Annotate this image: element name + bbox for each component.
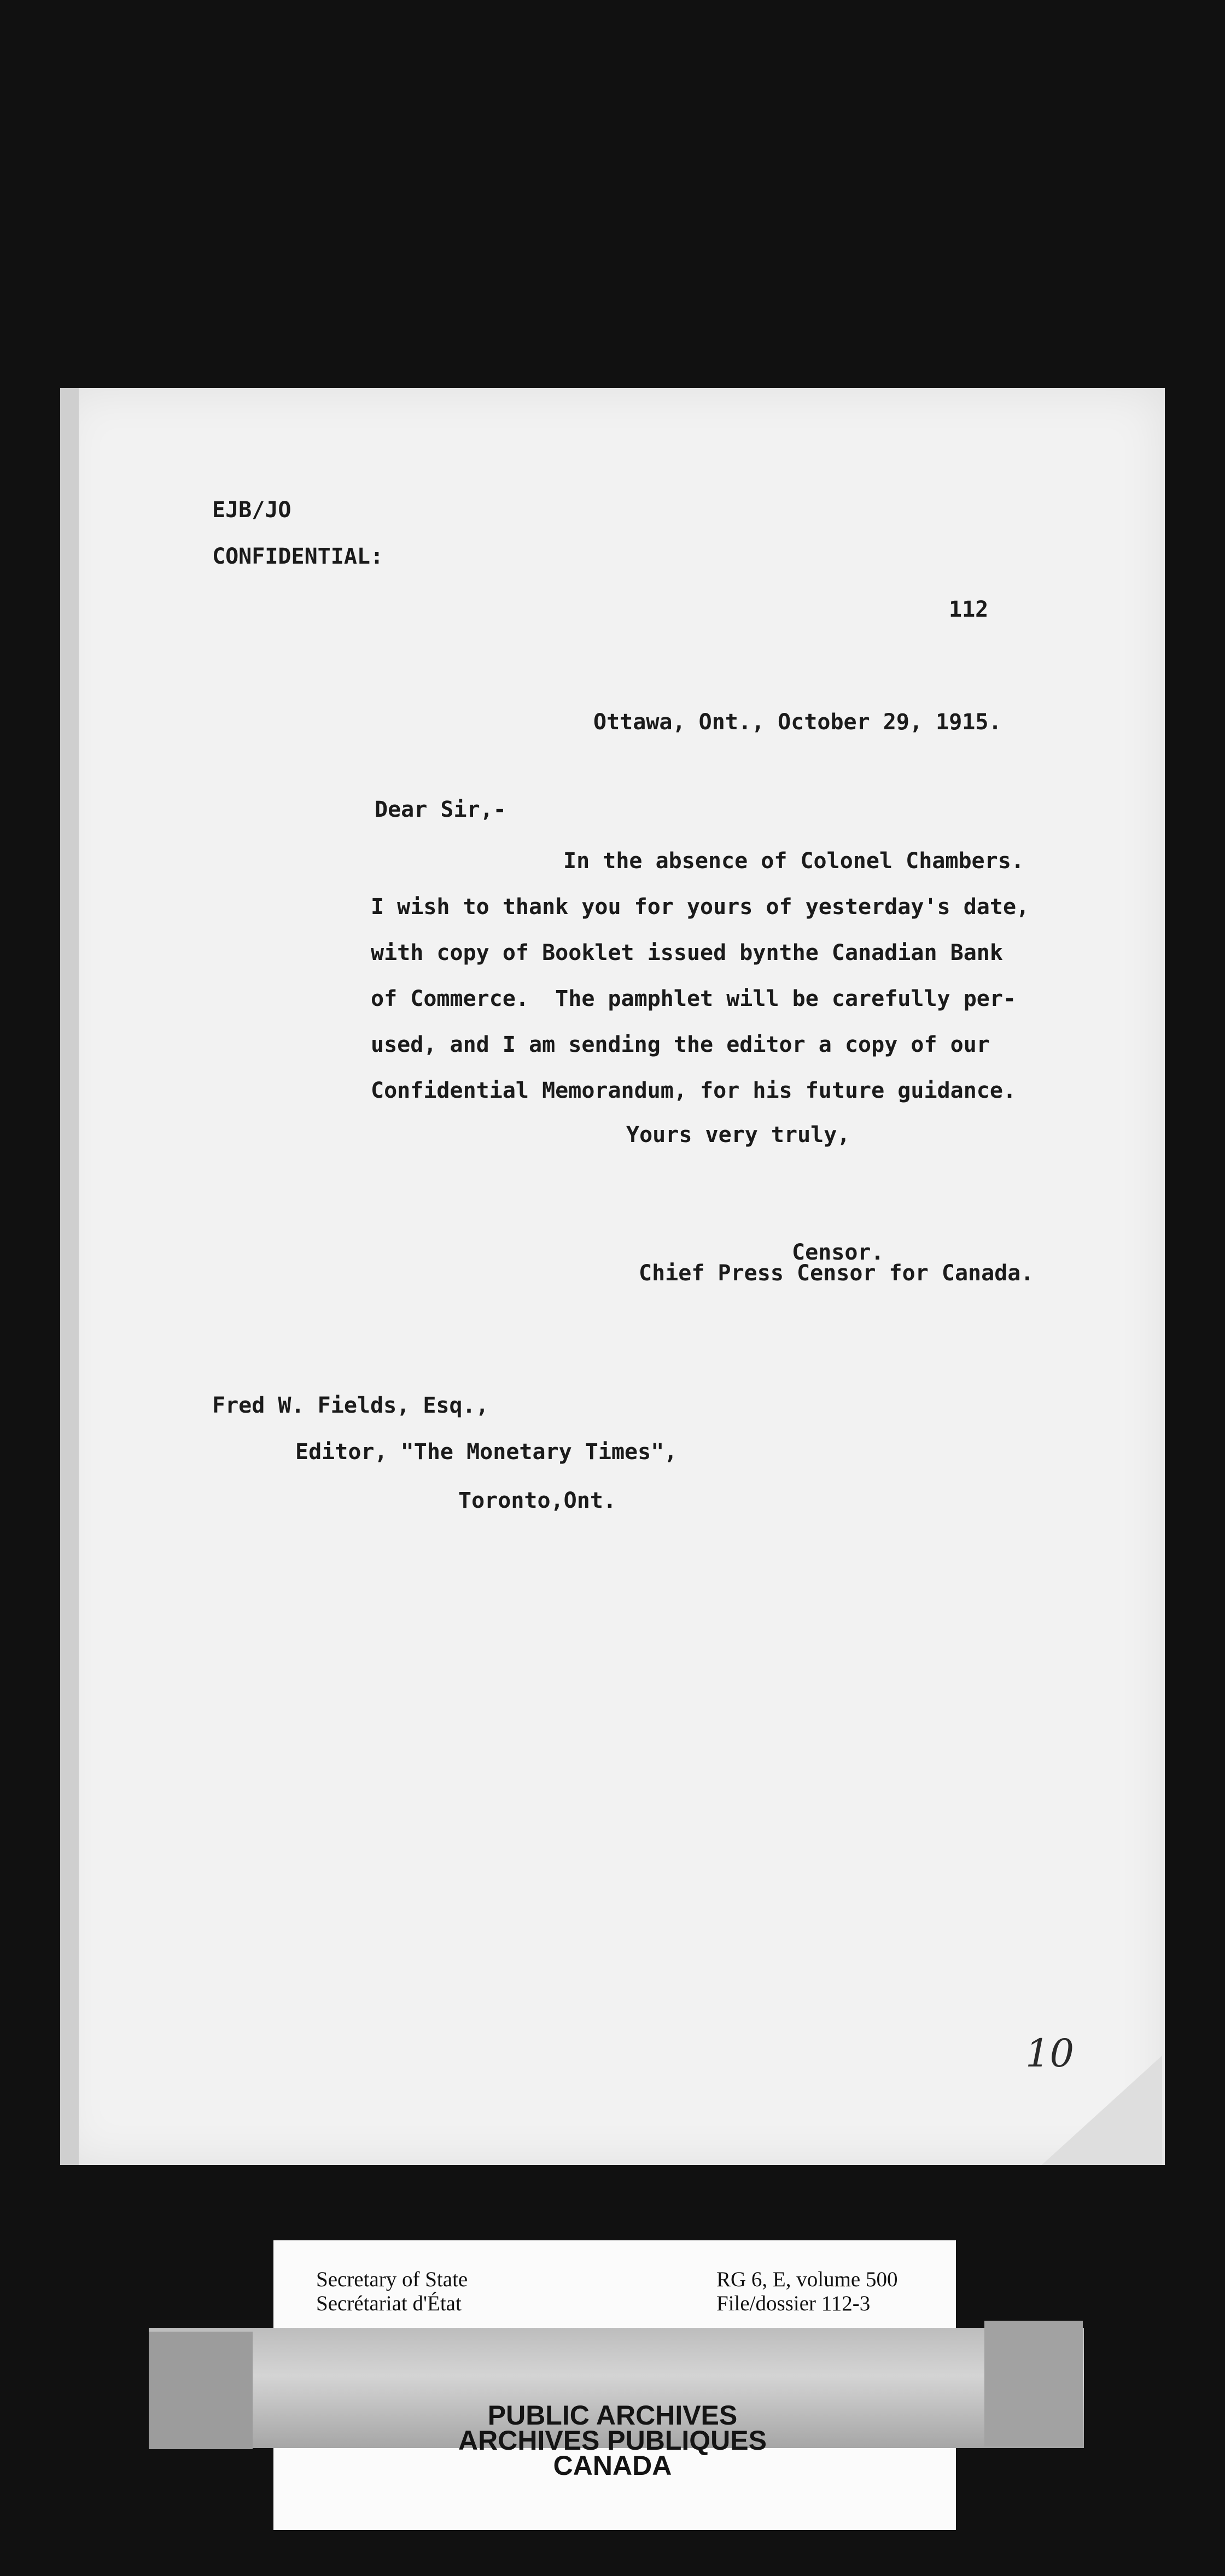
archive-stamp-line: PUBLIC ARCHIVES [487, 2400, 738, 2431]
handwritten-mark: 10 [1025, 2031, 1075, 2076]
band-tab-left [149, 2332, 253, 2449]
file-reference: File/dossier 112-3 [716, 2292, 871, 2315]
recipient-name: Fred W. Fields, Esq., [212, 1393, 489, 1418]
body-line: Confidential Memorandum, for his future guidance. [371, 1078, 1017, 1103]
body-line: In the absence of Colonel Chambers. [563, 848, 1024, 874]
reference-initials: EJB/JO [212, 497, 291, 523]
fonds-english: Secretary of State [316, 2268, 468, 2291]
page-number: 112 [949, 597, 989, 622]
paper-binding-edge [60, 388, 79, 2165]
body-line: used, and I am sending the editor a copy of our [371, 1032, 990, 1057]
classification-heading: CONFIDENTIAL: [212, 544, 384, 569]
archive-stamp [416, 2400, 809, 2481]
place-date: Ottawa, Ont., October 29, 1915. [593, 710, 1002, 735]
archive-stamp-line: ARCHIVES PUBLIQUES [458, 2425, 767, 2456]
recipient-position: Editor, "The Monetary Times", [295, 1439, 678, 1465]
body-line: of Commerce. The pamphlet will be carefully per- [371, 986, 1017, 1011]
signature-title: Chief Press Censor for Canada. [639, 1261, 1034, 1286]
fonds-french: Secrétariat d'État [316, 2292, 462, 2315]
archive-stamp-line: CANADA [553, 2450, 672, 2481]
salutation: Dear Sir,- [375, 797, 506, 822]
volume-reference: RG 6, E, volume 500 [716, 2268, 898, 2291]
signature-role: Censor. [792, 1240, 884, 1265]
recipient-city: Toronto,Ont. [458, 1488, 616, 1513]
folded-corner [1042, 2056, 1162, 2165]
body-line: I wish to thank you for yours of yesterday's date, [371, 894, 1030, 920]
closing: Yours very truly, [626, 1122, 850, 1148]
band-tab-right [984, 2321, 1083, 2446]
body-line: with copy of Booklet issued bynthe Canadian Bank [371, 940, 1003, 965]
